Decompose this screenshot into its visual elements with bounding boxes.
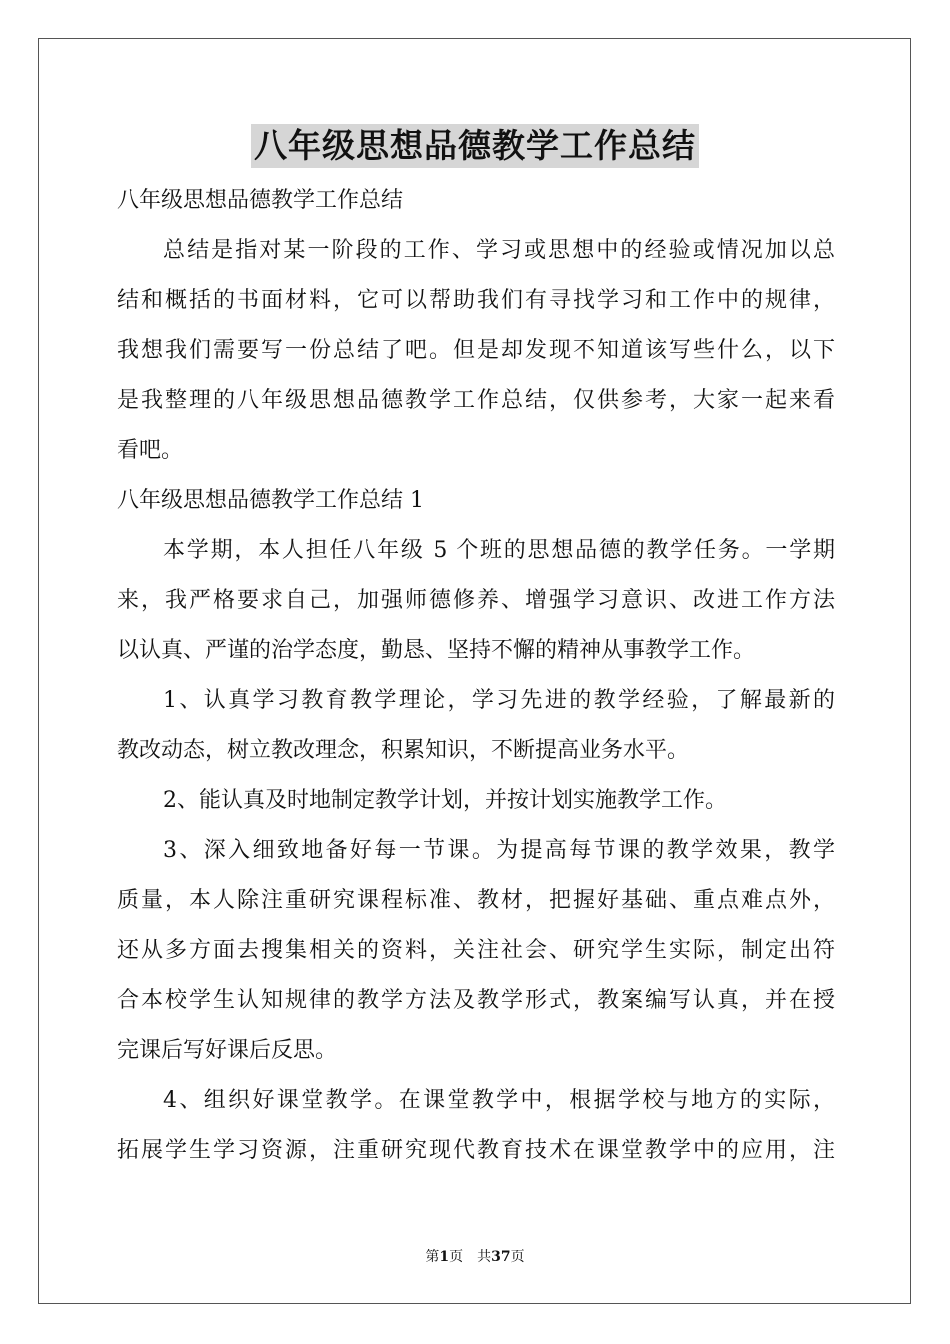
text-line: 教改动态，树立教改理念，积累知识，不断提高业务水平。: [117, 738, 690, 763]
text-line: 还从多方面去搜集相关的资料，关注社会、研究学生实际，制定出符: [117, 938, 835, 963]
text-line: 总结是指对某一阶段的工作、学习或思想中的经验或情况加以总: [163, 238, 835, 263]
document-title: 八年级思想品德教学工作总结: [251, 124, 699, 168]
footer-prefix: 第: [425, 1249, 440, 1265]
text-line: 结和概括的书面材料，它可以帮助我们有寻找学习和工作中的规律，: [117, 288, 835, 313]
text-line: 看吧。: [117, 438, 184, 463]
text-line: 4、组织好课堂教学。在课堂教学中，根据学校与地方的实际，: [163, 1088, 835, 1113]
text-line: 3、深入细致地备好每一节课。为提高每节课的教学效果，教学: [163, 838, 835, 863]
footer-suffix: 页: [510, 1249, 525, 1265]
text-line: 我想我们需要写一份总结了吧。但是却发现不知道该写些什么，以下: [117, 338, 835, 363]
text-line: 八年级思想品德教学工作总结: [117, 188, 404, 213]
total-pages-number: 37: [491, 1249, 511, 1265]
text-line: 来，我严格要求自己，加强师德修养、增强学习意识、改进工作方法: [117, 588, 835, 613]
document-body: [117, 176, 835, 1176]
text-line: 质量，本人除注重研究课程标准、教材，把握好基础、重点难点外，: [117, 888, 835, 913]
text-line: 八年级思想品德教学工作总结 1: [117, 488, 424, 513]
text-line: 拓展学生学习资源，注重研究现代教育技术在课堂教学中的应用，注: [117, 1138, 835, 1163]
current-page-number: 1: [439, 1249, 450, 1265]
text-line: 本学期，本人担任八年级 5 个班的思想品德的教学任务。一学期: [163, 538, 835, 563]
text-line: 1、认真学习教育教学理论，学习先进的教学经验，了解最新的: [163, 688, 835, 713]
title-container: [0, 124, 950, 168]
footer-mid: 页 共: [449, 1249, 492, 1265]
text-line: 2、能认真及时地制定教学计划，并按计划实施教学工作。: [163, 788, 727, 813]
text-line: 完课后写好课后反思。: [117, 1038, 338, 1063]
text-line: 合本校学生认知规律的教学方法及教学形式，教案编写认真，并在授: [117, 988, 835, 1013]
page-footer: [0, 1246, 950, 1266]
text-line: 以认真、严谨的治学态度，勤恳、坚持不懈的精神从事教学工作。: [117, 638, 756, 663]
text-line: 是我整理的八年级思想品德教学工作总结，仅供参考，大家一起来看: [117, 388, 835, 413]
